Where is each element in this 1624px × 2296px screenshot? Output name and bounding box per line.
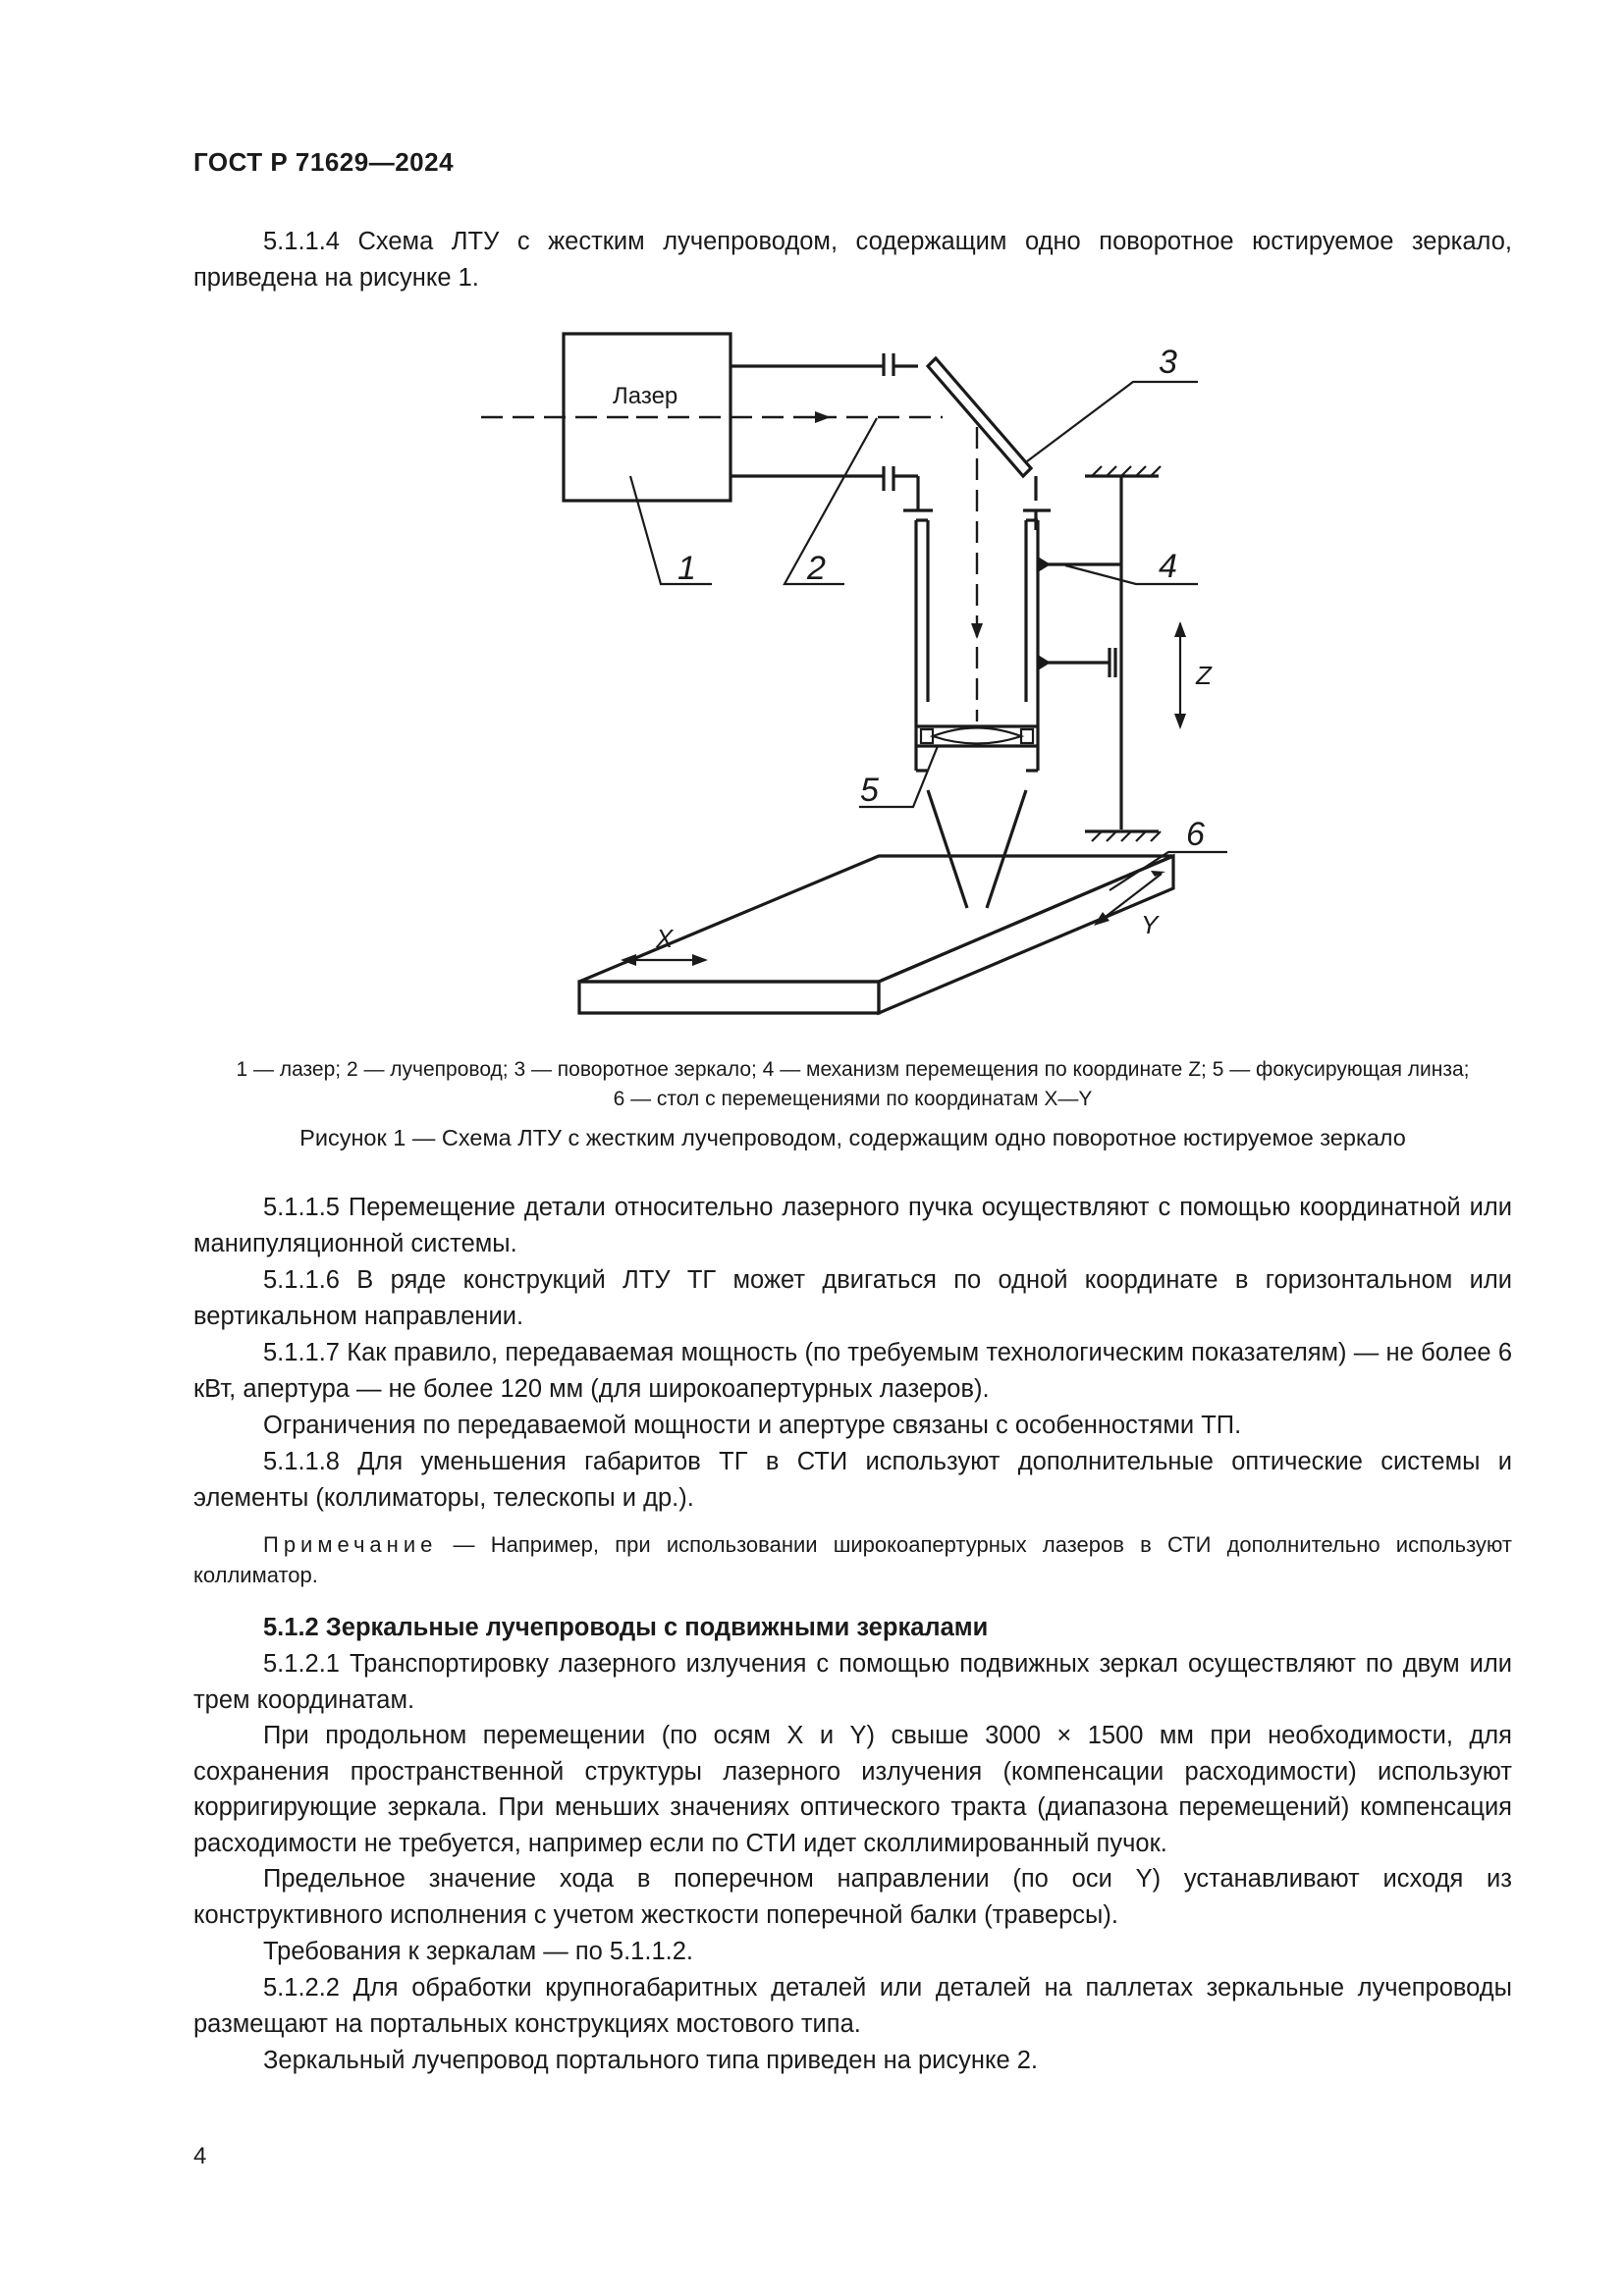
figure-caption: Рисунок 1 — Схема ЛТУ с жестким лучепроводом, содержащим одно поворотное юстируемое зеркало — [299, 1125, 1406, 1150]
paragraph-5-1-1-8: 5.1.1.8 Для уменьшения габаритов ТГ в СТИ используют дополнительные оптические системы и элементы (коллиматоры, телескопы и др.). — [193, 1448, 1512, 1512]
paragraph-5-1-1-6: 5.1.1.6 В ряде конструкций ЛТУ ТГ может двигаться по одной координате в горизонтальном или вертикальном направлении. — [193, 1266, 1512, 1330]
paragraph-5-1-1-5: 5.1.1.5 Перемещение детали относительно лазерного пучка осуществляют с помощью координатной или манипуляционной системы. — [193, 1194, 1512, 1257]
callout-4: 4 — [1159, 548, 1177, 585]
paragraph-5-1-2-2: 5.1.2.2 Для обработки крупногабаритных деталей или деталей на паллетах зеркальные лучепроводы размещают на портальных конструкциях мостового типа. — [193, 1974, 1512, 2038]
axis-x-label: X — [656, 924, 674, 953]
paragraph-5-1-1-4: 5.1.1.4 Схема ЛТУ с жестким лучепроводом, содержащим одно поворотное юстируемое зеркало, приведена на рисунке 1. — [193, 228, 1512, 292]
document-header: ГОСТ Р 71629—2024 — [193, 147, 455, 177]
paragraph-5-1-1-7: 5.1.1.7 Как правило, передаваемая мощность (по требуемым технологическим показателям) — не более 6 кВт, апертура — не более 120 мм (для широкоапертурных лазеров). — [193, 1339, 1512, 1403]
callout-2: 2 — [807, 550, 826, 587]
axis-z-label: Z — [1196, 661, 1212, 690]
paragraph-long-travel: При продольном перемещении (по осям X и Y) свыше 3000 × 1500 мм при необходимости, для сохранения пространственной структуры лазерного излучения (компенсации расходимости) используют корригирующие зеркала. При меньших значениях оптического тракта (диапазона перемещений) компенсация расходимости не требуется, например если по СТИ идет сколлимированный пучок. — [193, 1722, 1512, 1857]
figure-legend — [193, 1055, 1512, 1114]
section-heading-5-1-2: 5.1.2 Зеркальные лучепроводы с подвижными зеркалами — [263, 1614, 989, 1641]
paragraph-5-1-2-1: 5.1.2.1 Транспортировку лазерного излучения с помощью подвижных зеркал осуществляют по двум или трем координатам. — [193, 1650, 1512, 1714]
note-label: Примечание — [263, 1532, 438, 1557]
focusing-lens — [933, 728, 1021, 744]
figure-1-diagram — [481, 329, 1227, 1026]
legend-line-1: 1 — лазер; 2 — лучепровод; 3 — поворотное зеркало; 4 — механизм перемещения по координате Z; 5 — фокусирующая линза; — [236, 1058, 1470, 1081]
note-block — [193, 1529, 1512, 1590]
legend-line-2: 6 — стол с перемещениями по координатам X—Y — [613, 1088, 1093, 1110]
paragraph-limit-y: Предельное значение хода в поперечном направлении (по оси Y) устанавливают исходя из конструктивного исполнения с учетом жесткости поперечной балки (траверсы). — [193, 1865, 1512, 1929]
paragraph-limits: Ограничения по передаваемой мощности и апертуре связаны с особенностями ТП. — [263, 1412, 1242, 1439]
paragraph-figure-2-ref: Зеркальный лучепровод портального типа приведен на рисунке 2. — [263, 2047, 1038, 2074]
callout-5: 5 — [860, 772, 879, 809]
callout-1: 1 — [677, 550, 696, 587]
page-number: 4 — [193, 2143, 207, 2169]
callout-3: 3 — [1159, 344, 1177, 381]
rotary-mirror — [928, 358, 1031, 476]
paragraph-mirror-reqs: Требования к зеркалам — по 5.1.1.2. — [263, 1938, 693, 1965]
laser-label: Лазер — [613, 383, 678, 409]
note-text: — Например, при использовании широкоапертурных лазеров в СТИ дополнительно используют коллиматор. — [193, 1532, 1512, 1587]
axis-y-label: Y — [1141, 910, 1159, 939]
xy-table — [579, 982, 879, 1013]
callout-6: 6 — [1186, 816, 1205, 853]
